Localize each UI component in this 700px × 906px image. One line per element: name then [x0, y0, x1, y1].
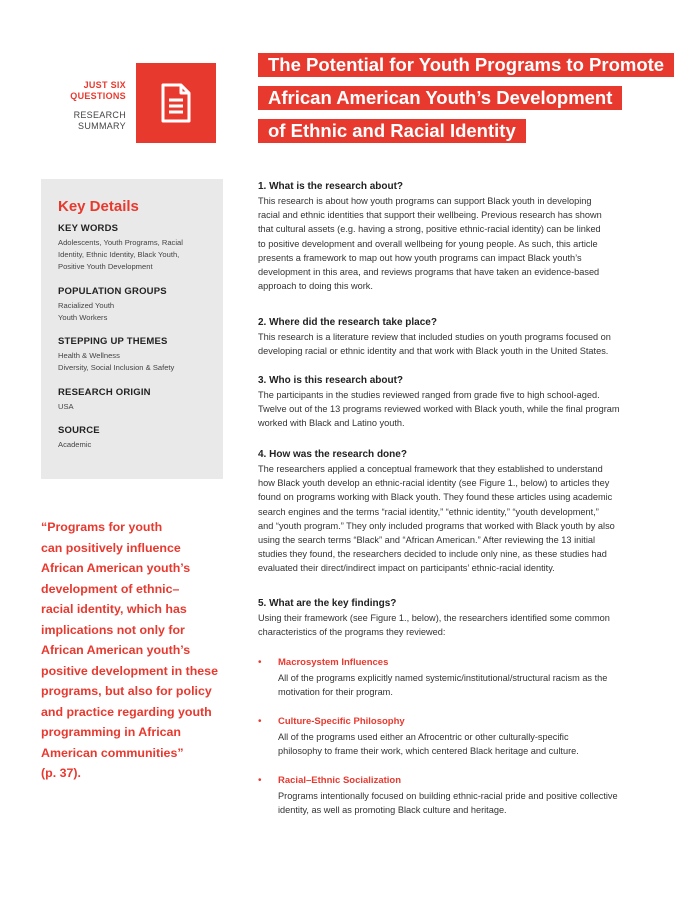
themes-section — [58, 336, 218, 374]
key-words-value — [58, 237, 218, 273]
paragraph-line: developing racial or ethnic identity and that work with Black youth in the United States. — [258, 346, 609, 357]
quote-line: (p. 37). — [41, 766, 81, 780]
series-name-line1: JUST SIX — [83, 80, 126, 90]
paragraph-line: evaluated their direct/indirect impact on participants’ ethnic-racial identity. — [258, 563, 555, 574]
quote-line: and practice regarding youth — [41, 704, 212, 719]
population-groups-label: POPULATION GROUPS — [58, 286, 167, 297]
question-heading: 3. Who is this research about? — [258, 375, 404, 386]
research-origin-value — [58, 401, 218, 413]
quote-line: African American youth’s — [41, 643, 191, 657]
paragraph-line: presents a framework to map out how youth programs can impact Black youth’s — [258, 252, 582, 263]
paragraph-line: search engines and the terms “racial identity,” “ethnic identity,” “youth development,” — [258, 506, 599, 517]
finding-text — [278, 671, 658, 699]
question-heading: 4. How was the research done? — [258, 449, 407, 460]
paragraph-line: approach to doing this work. — [258, 281, 373, 292]
quote-line: can positively influence — [41, 540, 181, 555]
themes-line: Health & Wellness — [58, 351, 120, 360]
paragraph-line: that cultural assets (e.g. having a strong, positive ethnic-racial identity) can be linked — [258, 224, 601, 235]
research-origin-label: RESEARCH ORIGIN — [58, 387, 151, 398]
document-icon-box — [136, 63, 216, 143]
quote-line: positive development in these — [41, 663, 218, 678]
source-label: SOURCE — [58, 425, 100, 436]
paragraph-line: and “youth program.” They only included programs that worked with Black youth by also — [258, 520, 615, 531]
document-icon — [160, 83, 192, 123]
source-value — [58, 439, 218, 451]
population-groups-value — [58, 300, 218, 324]
paragraph-line: worked with Black and Latino youth. — [258, 418, 405, 429]
finding-line: philosophy to frame their work, which centered Black heritage and culture. — [278, 746, 579, 757]
finding-text — [278, 730, 658, 758]
paragraph-line: The researchers applied a conceptual framework that they established to understand — [258, 464, 603, 474]
paragraph-line: Using their framework (see Figure 1., below), the researchers identified some common — [258, 613, 610, 623]
pull-quote — [41, 517, 231, 784]
paragraph-line: The participants in the studies reviewed ranged from grade five to high school-aged. — [258, 390, 600, 400]
key-words-line: Identity, Ethnic Identity, Black Youth, — [58, 250, 180, 259]
key-words-label: KEY WORDS — [58, 223, 119, 234]
doc-type-line2: SUMMARY — [78, 121, 126, 131]
paragraph-line: Twelve out of the 13 programs reviewed worked with Black youth, while the final program — [258, 404, 620, 415]
document-title — [258, 53, 674, 152]
paragraph-line: found on programs working with Black youth. They found these articles using academic — [258, 492, 613, 503]
quote-line: “Programs for youth — [41, 520, 163, 534]
question-heading: 5. What are the key findings? — [258, 598, 397, 609]
question-2 — [258, 316, 658, 358]
quote-line: African American youth’s — [41, 561, 191, 575]
finding-heading: Culture-Specific Philosophy — [278, 716, 405, 727]
quote-line: American communities” — [41, 745, 184, 760]
title-line: African American Youth’s Development — [258, 86, 622, 110]
paragraph-line: using the search terms “Black” and “African American.” After reviewing the 13 initial — [258, 535, 596, 546]
paragraph-line: to positive development and overall wellbeing for young people. As such, this article — [258, 238, 598, 249]
quote-line: development of ethnic– — [41, 581, 180, 596]
title-line: of Ethnic and Racial Identity — [258, 119, 526, 143]
paragraph-line: This research is a literature review that included studies on youth programs focused on — [258, 332, 611, 342]
key-details-panel — [41, 179, 223, 479]
finding-heading: Macrosystem Influences — [278, 657, 389, 668]
key-words-line: Positive Youth Development — [58, 262, 153, 271]
question-5 — [258, 597, 658, 639]
paragraph-line: development in this area, and reviews programs that have taken an evidence-based — [258, 267, 600, 278]
key-details-heading: Key Details — [58, 198, 139, 215]
doc-type-line1: RESEARCH — [73, 110, 126, 120]
bullet-marker: • — [258, 716, 262, 727]
origin-line: USA — [58, 402, 74, 411]
finding-line: All of the programs used either an Afrocentric or other culturally-specific — [278, 732, 569, 742]
population-line: Racialized Youth — [58, 301, 115, 310]
question-heading: 2. Where did the research take place? — [258, 317, 437, 328]
source-section — [58, 425, 218, 451]
paragraph-line: racial and ethnic identities that support their wellbeing. Previous research has shown — [258, 210, 602, 221]
finding-line: Programs intentionally focused on building ethnic-racial pride and positive collective — [278, 791, 618, 801]
finding-text — [278, 789, 658, 817]
source-line: Academic — [58, 440, 92, 449]
quote-line: racial identity, which has — [41, 602, 187, 616]
population-groups-section — [58, 286, 218, 324]
paragraph-line: characteristics of the programs they reviewed: — [258, 627, 446, 638]
quote-line: implications not only for — [41, 622, 185, 637]
themes-line: Diversity, Social Inclusion & Safety — [58, 363, 175, 372]
question-1 — [258, 180, 658, 293]
finding-line: motivation for their program. — [278, 687, 393, 698]
paragraph-line: This research is about how youth programs can support Black youth in developing — [258, 196, 592, 206]
title-line: The Potential for Youth Programs to Promote — [258, 53, 674, 77]
key-words-section — [58, 223, 218, 273]
paragraph-line: how Black youth develop an ethnic-racial identity (see Figure 1., below) to articles they — [258, 478, 610, 489]
question-heading: 1. What is the research about? — [258, 181, 404, 192]
question-3 — [258, 374, 658, 431]
research-origin-section — [58, 387, 218, 413]
themes-label: STEPPING UP THEMES — [58, 336, 168, 347]
quote-line: programs, but also for policy — [41, 684, 212, 698]
series-brand — [44, 80, 126, 132]
quote-line: programming in African — [41, 725, 181, 739]
bullet-marker: • — [258, 775, 262, 786]
series-name-line2: QUESTIONS — [70, 91, 126, 101]
bullet-marker: • — [258, 657, 262, 668]
paragraph-line: studies they found, the researchers decided to include only nine, as these studies had — [258, 549, 607, 560]
key-words-line: Adolescents, Youth Programs, Racial — [58, 238, 183, 247]
population-line: Youth Workers — [58, 313, 108, 322]
finding-line: All of the programs explicitly named systemic/institutional/structural racism as the — [278, 673, 608, 683]
question-4 — [258, 448, 658, 576]
themes-value — [58, 350, 218, 374]
finding-line: identity, as well as promoting Black culture and heritage. — [278, 805, 507, 816]
finding-heading: Racial–Ethnic Socialization — [278, 775, 402, 786]
